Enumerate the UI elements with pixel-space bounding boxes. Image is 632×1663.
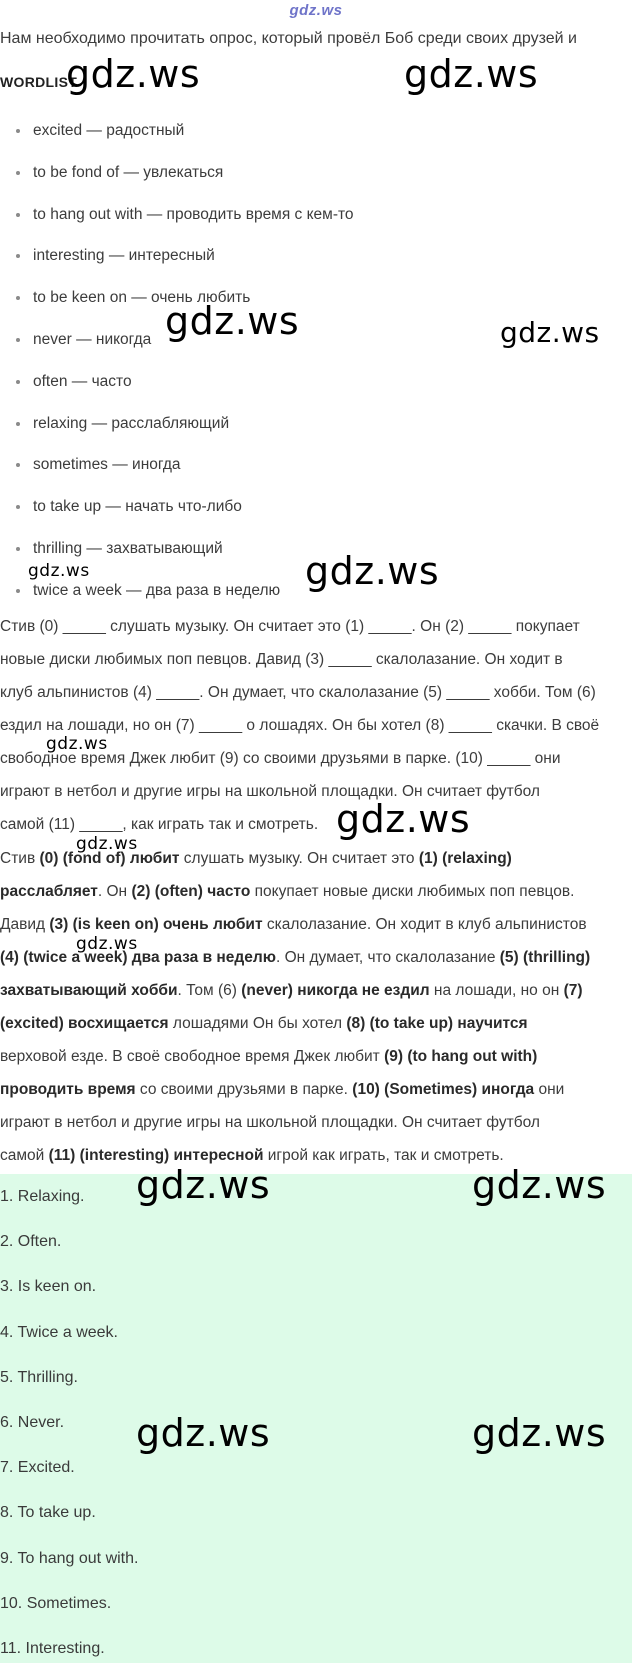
watermark: gdz.ws xyxy=(66,52,201,96)
watermark: gdz.ws xyxy=(76,834,138,854)
answer-text: . Он думает, что скалолазание xyxy=(275,949,500,966)
answer-text: самой xyxy=(0,1147,49,1164)
answer-item: 2. Often. xyxy=(0,1233,62,1251)
wordlist-item: relaxing — расслабляющий xyxy=(0,413,632,455)
answer-item: 7. Excited. xyxy=(0,1459,75,1477)
answer-item: 1. Relaxing. xyxy=(0,1188,85,1205)
answer-text: . Том (6) xyxy=(177,982,242,999)
answer-highlight: (2) (often) часто xyxy=(131,883,251,900)
task-line: Стив (0) _____ слушать музыку. Он считает это (1) _____. Он (2) _____ покупает xyxy=(0,618,580,635)
wordlist-item: interesting — интересный xyxy=(0,245,632,287)
answer-text: верховой езде. В своё свободное время Джек любит xyxy=(0,1048,385,1065)
task-line: самой (11) _____, как играть так и смотреть. xyxy=(0,816,319,833)
bullet-icon xyxy=(16,589,20,593)
answer-item: 10. Sometimes. xyxy=(0,1594,112,1612)
wordlist-item: thrilling — захватывающий xyxy=(0,538,632,580)
answer-item: 11. Interesting. xyxy=(0,1639,105,1657)
answer-highlight: (11) (interesting) интересной xyxy=(48,1147,264,1164)
answer-line xyxy=(0,1007,632,1040)
watermark: gdz.ws xyxy=(136,1411,271,1455)
watermark: gdz.ws xyxy=(28,561,90,581)
answer-line xyxy=(0,1040,632,1073)
bullet-icon xyxy=(16,254,20,258)
bullet-icon xyxy=(16,463,20,467)
watermark: gdz.ws xyxy=(500,316,600,349)
wordlist-item: never — никогда xyxy=(0,329,632,371)
answer-highlight: (10) (Sometimes) иногда xyxy=(352,1081,535,1098)
watermark: gdz.ws xyxy=(46,734,108,754)
answer-highlight: (1) (relaxing) xyxy=(418,850,512,867)
wordlist-heading: WORDLIST xyxy=(0,74,78,90)
answer-highlight: (9) (to hang out with) xyxy=(384,1048,538,1065)
answer-item: 9. To hang out with. xyxy=(0,1549,139,1567)
watermark: gdz.ws xyxy=(76,934,138,954)
bullet-icon xyxy=(16,422,20,426)
watermark: gdz.ws xyxy=(336,797,471,841)
answer-highlight: (0) (fond of) любит xyxy=(39,850,180,867)
site-logo[interactable]: gdz.ws xyxy=(289,2,343,19)
answer-line xyxy=(0,1106,632,1139)
answer-text: играют в нетбол и другие игры на школьной площадки. Он считает футбол xyxy=(0,1114,540,1131)
answer-highlight: (5) (thrilling) xyxy=(499,949,591,966)
task-line: ездил на лошади, но он (7) _____ о лошадях. Он бы хотел (8) _____ скачки. В своё xyxy=(0,717,600,734)
bullet-icon xyxy=(16,338,20,342)
watermark: gdz.ws xyxy=(404,52,539,96)
bullet-icon xyxy=(16,505,20,509)
wordlist-item: to take up — начать что-либо xyxy=(0,496,632,538)
answer-text: лошадями Он бы хотел xyxy=(168,1015,347,1032)
task-line: свободное время Джек любит (9) со своими друзьями в парке. (10) _____ они xyxy=(0,750,561,767)
answer-highlight: проводить время xyxy=(0,1081,136,1098)
bullet-icon xyxy=(16,129,20,133)
answer-text: покупает новые диски любимых поп певцов. xyxy=(250,883,575,900)
answer-text: скалолазание. Он ходит в клуб альпинистов xyxy=(262,916,587,933)
watermark: gdz.ws xyxy=(136,1163,271,1207)
bullet-icon xyxy=(16,171,20,175)
watermark: gdz.ws xyxy=(472,1163,607,1207)
answer-text: на лошади, но он xyxy=(429,982,564,999)
watermark: gdz.ws xyxy=(305,549,440,593)
watermark: gdz.ws xyxy=(165,299,300,343)
wordlist-item: often — часто xyxy=(0,371,632,413)
answer-highlight: (excited) восхищается xyxy=(0,1015,169,1032)
answer-text: они xyxy=(534,1081,565,1098)
wordlist-item: to be fond of — увлекаться xyxy=(0,162,632,204)
bullet-icon xyxy=(16,380,20,384)
answer-line xyxy=(0,875,632,908)
answer-item: 4. Twice a week. xyxy=(0,1323,118,1341)
wordlist-item: twice a week — два раза в неделю xyxy=(0,580,632,622)
answer-item: 3. Is keen on. xyxy=(0,1278,97,1296)
task-line: клуб альпинистов (4) _____. Он думает, что скалолазание (5) _____ хобби. Том (6) xyxy=(0,684,596,701)
answer-line xyxy=(0,974,632,1007)
wordlist-item: to be keen on — очень любить xyxy=(0,287,632,329)
answer-text: со своими друзьями в парке. xyxy=(135,1081,353,1098)
watermark: gdz.ws xyxy=(472,1411,607,1455)
task-line: новые диски любимых поп певцов. Давид (3) _____ скалолазание. Он ходит в xyxy=(0,651,563,668)
answer-text: . Он xyxy=(97,883,132,900)
answer-text: игрой как играть, так и смотреть. xyxy=(263,1147,504,1164)
bullet-icon xyxy=(16,547,20,551)
answer-item: 8. To take up. xyxy=(0,1504,96,1522)
wordlist-item: sometimes — иногда xyxy=(0,454,632,496)
answer-highlight: захватывающий хобби xyxy=(0,982,178,999)
bullet-icon xyxy=(16,296,20,300)
answer-text: слушать музыку. Он считает это xyxy=(179,850,419,867)
answer-highlight: (never) никогда не ездил xyxy=(241,982,430,999)
answer-line xyxy=(0,1073,632,1106)
answer-text: Давид xyxy=(0,916,50,933)
answer-highlight: (7) xyxy=(563,982,583,999)
answer-text: Стив xyxy=(0,850,40,867)
bullet-icon xyxy=(16,213,20,217)
answer-item: 6. Never. xyxy=(0,1413,65,1431)
answer-highlight: (4) (twice a week) два раза в неделю xyxy=(0,949,276,966)
answer-highlight: расслабляет xyxy=(0,883,98,900)
wordlist-item: to hang out with — проводить время с кем-то xyxy=(0,204,632,246)
wordlist-item: excited — радостный xyxy=(0,120,632,162)
answer-highlight: (8) (to take up) научится xyxy=(346,1015,528,1032)
task-line: играют в нетбол и другие игры на школьной площадки. Он считает футбол xyxy=(0,783,540,800)
answer-item: 5. Thrilling. xyxy=(0,1368,78,1386)
intro-text: Нам необходимо прочитать опрос, который провёл Боб среди своих друзей и xyxy=(0,30,577,47)
answer-paragraph xyxy=(0,842,632,1172)
wordlist xyxy=(0,120,632,622)
task-paragraph xyxy=(0,610,632,841)
answer-highlight: (3) (is keen on) очень любит xyxy=(49,916,263,933)
